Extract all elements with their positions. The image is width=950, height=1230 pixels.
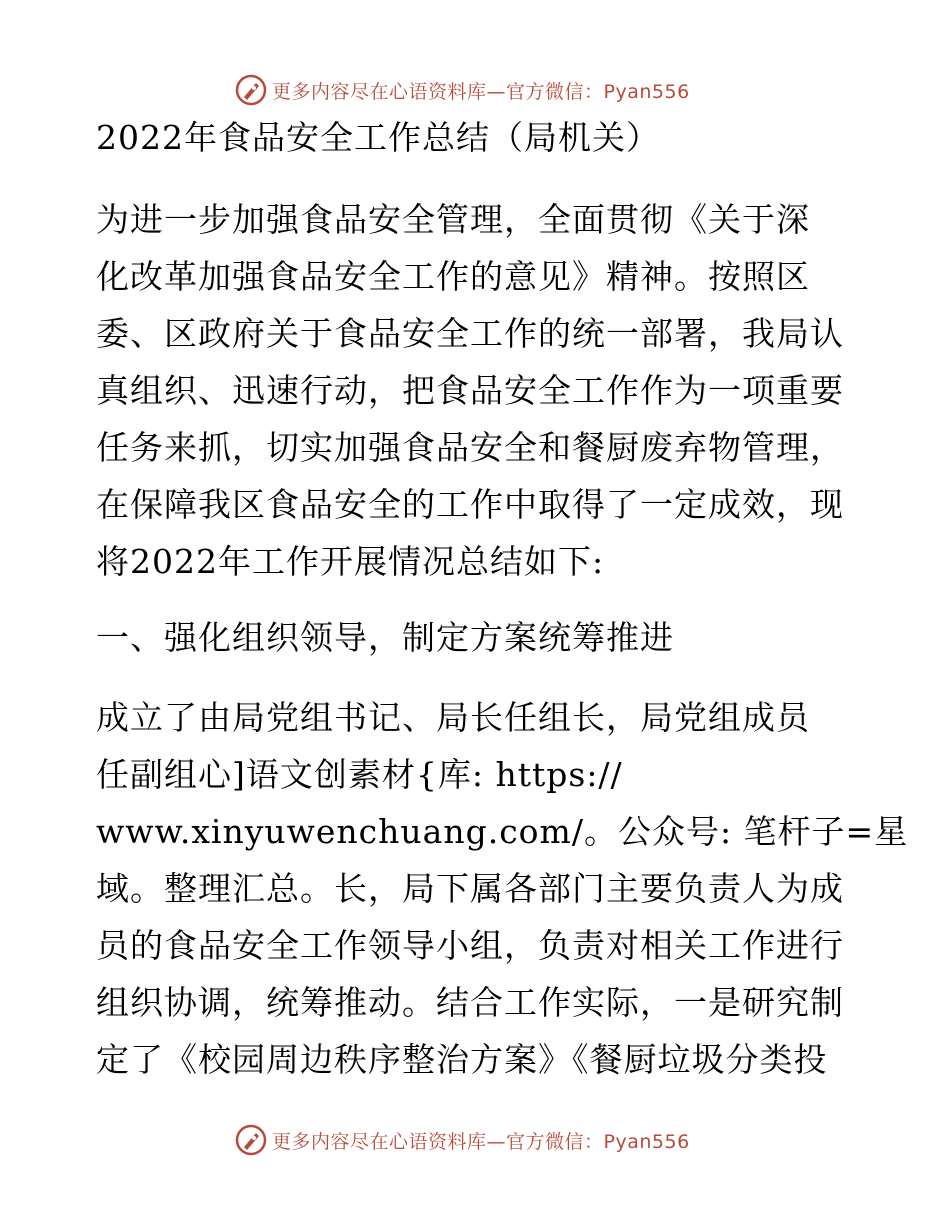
text-line: 任务来抓，切实加强食品安全和餐厨废弃物管理， (96, 428, 844, 467)
document-title: 2022年食品安全工作总结（局机关） (96, 118, 660, 157)
section-heading: 一、强化组织领导，制定方案统筹推进 (96, 618, 674, 657)
pen-nib-logo-icon (234, 73, 268, 107)
text-line: 域。整理汇总。长，局下属各部门主要负责人为成 (96, 869, 844, 908)
text-line: 组织协调，统筹推动。结合工作实际，一是研究制 (96, 983, 844, 1022)
text-line: 为进一步加强食品安全管理，全面贯彻《关于深 (96, 200, 810, 239)
text-line: 委、区政府关于食品安全工作的统一部署，我局认 (96, 314, 844, 353)
text-line: 将2022年工作开展情况总结如下: (96, 542, 605, 581)
text-line: 定了《校园周边秩序整治方案》《餐厨垃圾分类投 (96, 1040, 828, 1079)
watermark-header (234, 72, 690, 108)
watermark-footer (234, 1122, 690, 1158)
text-line: 化改革加强食品安全工作的意见》精神。按照区 (96, 257, 810, 296)
text-line: www.xinyuwenchuang.com/。公众号: 笔杆子=星 (96, 812, 909, 851)
text-line: 真组织、迅速行动，把食品安全工作作为一项重要 (96, 371, 844, 410)
watermark-text: 更多内容尽在心语资料库—官方微信：Pyan556 (272, 80, 690, 103)
watermark-text: 更多内容尽在心语资料库—官方微信：Pyan556 (272, 1130, 690, 1153)
text-line: 在保障我区食品安全的工作中取得了一定成效，现 (96, 485, 844, 524)
text-line: 成立了由局党组书记、局长任组长，局党组成员 (96, 698, 810, 737)
pen-nib-logo-icon (234, 1123, 268, 1157)
text-line: 员的食品安全工作领导小组，负责对相关工作进行 (96, 926, 844, 965)
text-line: 任副组心]语文创素材{库: https:// (96, 755, 623, 794)
